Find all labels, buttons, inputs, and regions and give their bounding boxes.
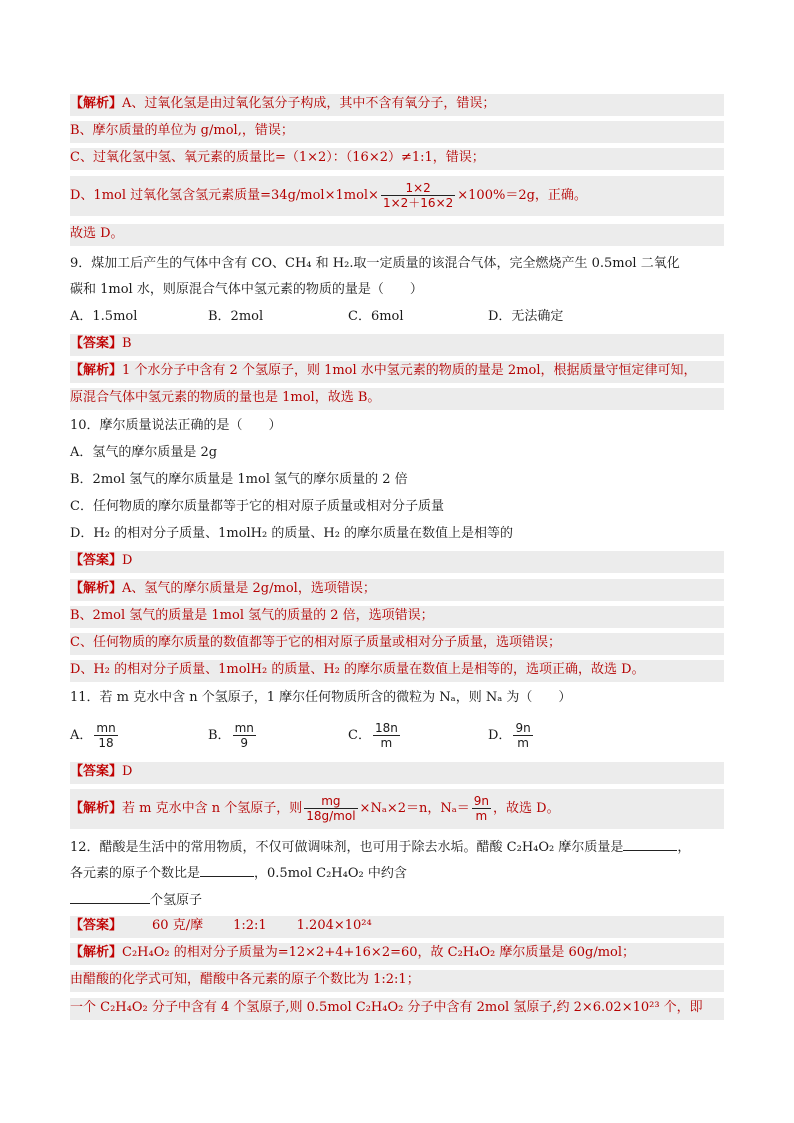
q12-analysis-1: 【解析】C₂H₄O₂ 的相对分子质量为=12×2+4+16×2=60，故 C₂H₄O₂ 摩尔质量是 60g/mol； [70, 943, 724, 965]
q10-stem: 10．摩尔质量说法正确的是（ ） [70, 418, 282, 433]
q10-analysis-b: B、2mol 氢气的质量是 1mol 氢气的质量的 2 倍，选项错误； [70, 606, 724, 628]
q9-option-b: B．2mol [208, 309, 264, 324]
q11-options [70, 716, 724, 756]
q9-option-d: D．无法确定 [488, 309, 564, 324]
answer-blank-3 [70, 889, 150, 904]
analysis-tag: 【解析】 [70, 96, 123, 111]
q10-analysis-d: D、H₂ 的相对分子质量、1molH₂ 的质量、H₂ 的摩尔质量在数值上是相等的，选项正确，故选 D。 [70, 660, 724, 682]
q9-options [70, 307, 724, 329]
q9-stem-2: 碳和 1mol 水，则原混合气体中氢元素的物质的量是（ ） [70, 282, 423, 297]
answer-blank-2 [200, 862, 254, 877]
q10-analysis-a: 【解析】A、氢气的摩尔质量是 2g/mol，选项错误； [70, 579, 724, 601]
q11-analysis: 【解析】若 m 克水中含 n 个氢原子，则 $\frac{mg}{\text{18g/mol}}$ ×Nₐ×2＝n，Nₐ＝ $\frac{9n}{m}$ ，故选 D。 [70, 789, 724, 829]
q9-answer: 【答案】B [70, 334, 724, 356]
q11-answer: 【答案】D [70, 762, 724, 784]
q12-stem-2: 各元素的原子个数比是 ，0.5mol C₂H₄O₂ 中约含 [70, 862, 724, 884]
q12-analysis-3: 一个 C₂H₄O₂ 分子中含有 4 个氢原子,则 0.5mol C₂H₄O₂ 分子中含有 2mol 氢原子,约 2×6.02×10²³ 个，即 [70, 998, 724, 1020]
q8-analysis-d: D、1mol 过氧化氢含氢元素质量=34g/mol×1mol× $\frac{1\times 2}{1\times 2+16\times 2}$ ×100%＝2g，正确。 [70, 176, 724, 216]
q8-conclusion: 故选 D。 [70, 224, 724, 246]
q10-option-b: B．2mol 氢气的摩尔质量是 1mol 氢气的摩尔质量的 2 倍 [70, 472, 408, 487]
q11-option-a: A． $\frac{mn}{18}$ [70, 721, 116, 750]
q9-option-a: A．1.5mol [70, 309, 138, 324]
q10-analysis-c: C、任何物质的摩尔质量的数值都等于它的相对原子质量或相对分子质量，选项错误； [70, 633, 724, 655]
q8-analysis-a: 【解析】A、过氧化氢是由过氧化氢分子构成，其中不含有氧分子，错误； [70, 94, 724, 116]
q9-analysis-1: 【解析】1 个水分子中含有 2 个氢原子，则 1mol 水中氢元素的物质的量是 2mol，根据质量守恒定律可知， [70, 361, 724, 383]
q11-option-d: D． $\frac{9n}{m}$ [488, 721, 531, 750]
q11-option-b: B． $\frac{mn}{9}$ [208, 721, 254, 750]
q9-option-c: C．6mol [348, 309, 404, 324]
mass-fraction: $\frac{1\times 2}{1\times 2+16\times 2}$ [382, 181, 454, 210]
q10-option-d: D．H₂ 的相对分子质量、1molH₂ 的质量、H₂ 的摩尔质量在数值上是相等的 [70, 526, 514, 541]
q10-answer: 【答案】D [70, 551, 724, 573]
q9-stem-1: 9．煤加工后产生的气体中含有 CO、CH₄ 和 H₂.取一定质量的该混合气体，完全燃烧产生 0.5mol 二氧化 [70, 256, 680, 271]
q8-analysis-c: C、过氧化氢中氢、氧元素的质量比=（1×2）：（16×2）≠1:1，错误； [70, 148, 724, 170]
q9-analysis-2: 原混合气体中氢元素的物质的量也是 1mol，故选 B。 [70, 388, 724, 410]
q12-analysis-2: 由醋酸的化学式可知，醋酸中各元素的原子个数比为 1:2:1； [70, 970, 724, 992]
q12-answer: 【答案】 60 克/摩 1:2:1 1.204×10²⁴ [70, 916, 724, 938]
q10-option-a: A．氢气的摩尔质量是 2g [70, 445, 218, 460]
q12-stem-1: 12．醋酸是生活中的常用物质，不仅可做调味剂，也可用于除去水垢。醋酸 C₂H₄O₂ 摩尔质量是 ， [70, 836, 724, 858]
answer-blank-1 [623, 836, 677, 851]
q8-analysis-b: B、摩尔质量的单位为 g/mol,，错误； [70, 121, 724, 143]
q12-stem-3: 个氢原子 [70, 889, 724, 911]
q11-stem: 11．若 m 克水中含 n 个氢原子，1 摩尔任何物质所含的微粒为 Nₐ，则 Nₐ 为（ ） [70, 690, 572, 705]
q10-option-c: C．任何物质的摩尔质量都等于它的相对原子质量或相对分子质量 [70, 499, 444, 514]
q11-option-c: C． $\frac{18n}{m}$ [348, 721, 398, 750]
